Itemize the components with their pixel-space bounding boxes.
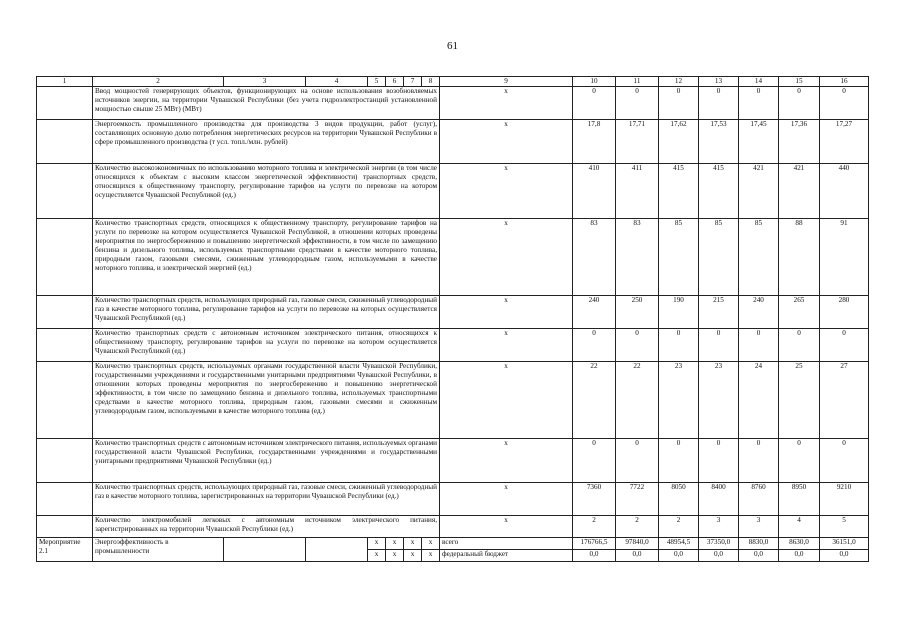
indicator-value: 83 <box>616 219 659 296</box>
measure-mark: x <box>404 550 422 562</box>
indicator-value: 17,36 <box>779 120 820 164</box>
indicator-mark: x <box>440 439 573 483</box>
indicator-value: 3 <box>699 516 739 538</box>
indicator-row <box>37 164 869 219</box>
funding-value: 0,0 <box>779 550 820 562</box>
column-number-7: 7 <box>404 77 422 87</box>
indicator-row <box>37 483 869 516</box>
indicator-value: 23 <box>699 362 739 439</box>
column-number-4: 4 <box>306 77 368 87</box>
indicator-value: 8760 <box>739 483 779 516</box>
indicator-value: 17,62 <box>659 120 699 164</box>
indicator-value: 0 <box>699 439 739 483</box>
indicator-value: 0 <box>820 87 869 120</box>
column-number-8: 8 <box>422 77 440 87</box>
indicator-value: 25 <box>779 362 820 439</box>
funding-source: всего <box>440 538 573 550</box>
funding-value: 97840,0 <box>616 538 659 550</box>
indicator-mark: x <box>440 516 573 538</box>
indicator-text: Количество высокоэкономичных по использованию моторного топлива и электрической энергии (в том числе относящихся к объектам с высоким классом энергетической эффективности) транспортных средств, относящихся к общественному транспорту, регулирование тарифов на услуги по перевозке на котором осуществляется Чувашской Республикой (ед.) <box>93 164 440 219</box>
funding-value: 0,0 <box>573 550 616 562</box>
measure-mark: x <box>386 550 404 562</box>
indicator-value: 17,71 <box>616 120 659 164</box>
indicator-value: 3 <box>739 516 779 538</box>
indicator-value: 85 <box>739 219 779 296</box>
indicator-text: Количество транспортных средств, используемых органами государственной власти Чувашской Республики, государственными учреждениями и государственными унитарными предприятиями Чувашской Республики, в отношении которых проведены мероприятия по энергосбережению и повышению энергетической эффективности, в том числе по замещению бензина и дизельного топлива, используемых транспортными средствами в качестве моторного топлива, природным газом, газовыми смесями и сжиженным углеводородным газом, используемыми в качестве моторного топлива (ед.) <box>93 362 440 439</box>
column-number-row <box>37 77 869 87</box>
indicator-value: 0 <box>779 329 820 362</box>
funding-value: 8830,0 <box>739 538 779 550</box>
indicator-value: 0 <box>820 439 869 483</box>
column-number-11: 11 <box>616 77 659 87</box>
indicator-value: 0 <box>779 87 820 120</box>
indicator-value: 250 <box>616 296 659 329</box>
column-number-14: 14 <box>739 77 779 87</box>
measure-row-total <box>37 538 869 550</box>
indicator-mark: x <box>440 362 573 439</box>
indicator-value: 24 <box>739 362 779 439</box>
indicator-value: 91 <box>820 219 869 296</box>
indicator-value: 2 <box>573 516 616 538</box>
indicator-row <box>37 329 869 362</box>
column-number-5: 5 <box>368 77 386 87</box>
indicator-value: 0 <box>779 439 820 483</box>
indicator-text: Количество электромобилей легковых с автономным источником электрического питания, зарегистрированных на территории Чувашской Республики (ед.) <box>93 516 440 538</box>
indicator-row <box>37 362 869 439</box>
indicator-mark: x <box>440 164 573 219</box>
indicator-row <box>37 516 869 538</box>
indicator-value: 410 <box>573 164 616 219</box>
indicator-value: 17,45 <box>739 120 779 164</box>
indicator-value: 8400 <box>699 483 739 516</box>
measure-mark: x <box>386 538 404 550</box>
indicator-value: 0 <box>699 329 739 362</box>
indicator-mark: x <box>440 483 573 516</box>
funding-value: 48954,5 <box>659 538 699 550</box>
column-number-16: 16 <box>820 77 869 87</box>
funding-value: 8630,0 <box>779 538 820 550</box>
indicator-value: 2 <box>616 516 659 538</box>
indicator-value: 190 <box>659 296 699 329</box>
indicator-row <box>37 219 869 296</box>
indicator-value: 411 <box>616 164 659 219</box>
indicator-value: 22 <box>616 362 659 439</box>
indicator-value: 0 <box>616 87 659 120</box>
indicator-value: 0 <box>739 87 779 120</box>
funding-value: 0,0 <box>699 550 739 562</box>
column-number-13: 13 <box>699 77 739 87</box>
indicator-text: Энергоемкость промышленного производства для производства 3 видов продукции, работ (услуг), составляющих основную долю потребления энергетических ресурсов на территории Чувашской Республики в сфере промышленного производства (т усл. топл./млн. рублей) <box>93 120 440 164</box>
measure-mark: x <box>368 550 386 562</box>
indicator-mark: x <box>440 219 573 296</box>
measure-mark: x <box>422 538 440 550</box>
indicator-value: 0 <box>616 329 659 362</box>
indicator-value: 421 <box>739 164 779 219</box>
column-number-9: 9 <box>440 77 573 87</box>
indicator-value: 17,8 <box>573 120 616 164</box>
indicator-row <box>37 439 869 483</box>
indicator-value: 9210 <box>820 483 869 516</box>
indicator-value: 0 <box>820 329 869 362</box>
indicator-value: 240 <box>573 296 616 329</box>
indicator-value: 17,27 <box>820 120 869 164</box>
indicator-value: 7360 <box>573 483 616 516</box>
measure-mark: x <box>422 550 440 562</box>
funding-value: 37350,0 <box>699 538 739 550</box>
indicator-value: 8950 <box>779 483 820 516</box>
indicator-mark: x <box>440 296 573 329</box>
indicator-mark: x <box>440 87 573 120</box>
indicator-value: 215 <box>699 296 739 329</box>
indicator-text: Количество транспортных средств с автономным источником электрического питания, относящихся к общественному транспорту, регулирование тарифов на услуги по перевозке на котором осуществляется Чувашской Республикой (ед.) <box>93 329 440 362</box>
indicator-value: 0 <box>573 439 616 483</box>
funding-value: 36151,0 <box>820 538 869 550</box>
indicator-value: 5 <box>820 516 869 538</box>
funding-value: 0,0 <box>739 550 779 562</box>
indicator-mark: x <box>440 120 573 164</box>
indicator-mark: x <box>440 329 573 362</box>
measure-mark: x <box>368 538 386 550</box>
measure-label: Мероприятие 2.1 <box>37 538 93 562</box>
indicator-row <box>37 120 869 164</box>
funding-value: 0,0 <box>820 550 869 562</box>
column-number-1: 1 <box>37 77 93 87</box>
indicator-value: 88 <box>779 219 820 296</box>
indicator-value: 421 <box>779 164 820 219</box>
indicator-value: 8050 <box>659 483 699 516</box>
indicator-value: 0 <box>573 87 616 120</box>
measure-mark: x <box>404 538 422 550</box>
indicator-value: 0 <box>659 87 699 120</box>
funding-value: 0,0 <box>659 550 699 562</box>
indicator-value: 85 <box>699 219 739 296</box>
funding-value: 0,0 <box>616 550 659 562</box>
column-number-3: 3 <box>224 77 306 87</box>
funding-value: 176766,5 <box>573 538 616 550</box>
indicator-value: 2 <box>659 516 699 538</box>
indicator-value: 83 <box>573 219 616 296</box>
indicator-value: 415 <box>659 164 699 219</box>
page-number: 61 <box>447 40 458 52</box>
column-number-6: 6 <box>386 77 404 87</box>
indicator-value: 265 <box>779 296 820 329</box>
indicator-text: Количество транспортных средств с автономным источником электрического питания, используемых органами государственной власти Чувашской Республики, государственными учреждениями и государственными унитарными предприятиями Чувашской Республики (ед.) <box>93 439 440 483</box>
measure-name: Энергоэффективность в промышленности <box>93 538 224 562</box>
indicator-text: Количество транспортных средств, относящихся к общественному транспорту, регулирование тарифов на услуги по перевозке на котором осуществляется Чувашской Республикой, в отношении которых проведены мероприятия по энергосбережению и повышению энергетической эффективности, в том числе по замещению бензина и дизельного топлива, используемых транспортными средствами в качестве моторного топлива, природным газом, газовыми смесями, сжиженным углеводородным газом, используемыми в качестве моторного топлива, и электрической энергией (ед.) <box>93 219 440 296</box>
indicator-value: 0 <box>739 439 779 483</box>
indicator-value: 22 <box>573 362 616 439</box>
column-number-12: 12 <box>659 77 699 87</box>
column-number-2: 2 <box>93 77 224 87</box>
indicator-row <box>37 296 869 329</box>
indicator-value: 17,53 <box>699 120 739 164</box>
indicator-value: 0 <box>616 439 659 483</box>
indicator-value: 85 <box>659 219 699 296</box>
indicator-text: Количество транспортных средств, использующих природный газ, газовые смеси, сжиженный углеводородный газ в качестве моторного топлива, регулирование тарифов на услуги по перевозке на которых осуществляется Чувашской Республикой (ед.) <box>93 296 440 329</box>
indicator-value: 415 <box>699 164 739 219</box>
indicator-value: 0 <box>659 439 699 483</box>
indicator-value: 4 <box>779 516 820 538</box>
column-number-15: 15 <box>779 77 820 87</box>
indicator-value: 0 <box>739 329 779 362</box>
indicator-text: Ввод мощностей генерирующих объектов, функционирующих на основе использования возобновляемых источников энергии, на территории Чувашской Республики (без учета гидроэлектростанций установленной мощностью свыше 25 МВт) (МВт) <box>93 87 440 120</box>
indicator-value: 440 <box>820 164 869 219</box>
indicator-value: 27 <box>820 362 869 439</box>
program-table <box>36 76 869 562</box>
indicator-value: 0 <box>699 87 739 120</box>
indicator-value: 0 <box>573 329 616 362</box>
indicator-row <box>37 87 869 120</box>
indicator-value: 7722 <box>616 483 659 516</box>
column-number-10: 10 <box>573 77 616 87</box>
indicator-value: 0 <box>659 329 699 362</box>
indicator-value: 23 <box>659 362 699 439</box>
indicator-text: Количество транспортных средств, использующих природный газ, газовые смеси, сжиженный углеводородный газ в качестве моторного топлива, зарегистрированных на территории Чувашской Республики (ед.) <box>93 483 440 516</box>
indicator-value: 240 <box>739 296 779 329</box>
indicator-value: 280 <box>820 296 869 329</box>
funding-source: федеральный бюджет <box>440 550 573 562</box>
